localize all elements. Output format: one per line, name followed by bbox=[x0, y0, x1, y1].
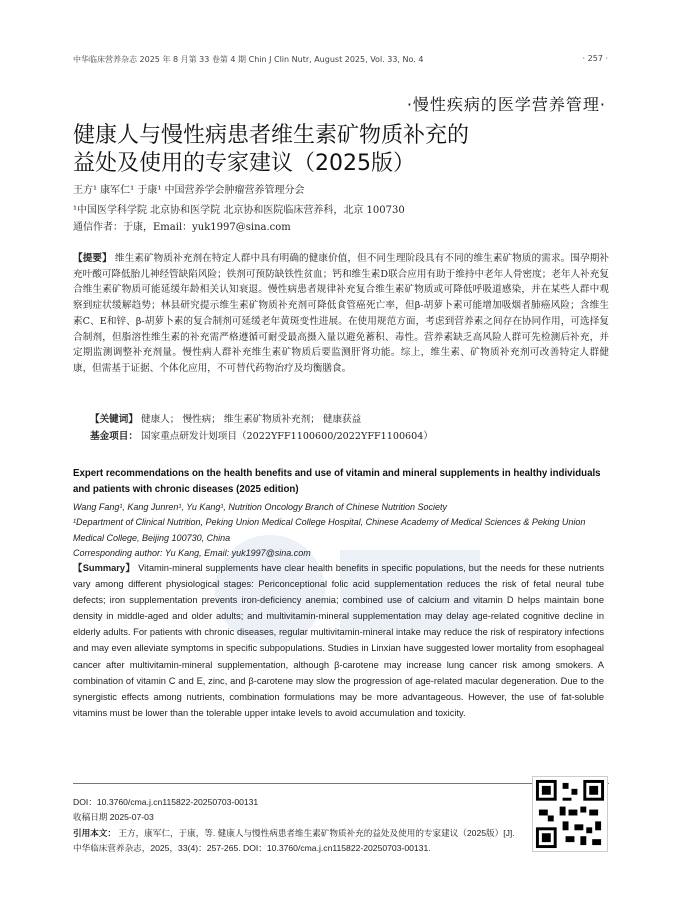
corresponding-text: 通信作者：于康，Email：yuk1997@sina.com bbox=[73, 222, 291, 233]
title-line-1: 健康人与慢性病患者维生素矿物质补充的 bbox=[73, 123, 470, 148]
english-corresponding: Corresponding author: Yu Kang, Email: yuk1997@sina.com bbox=[73, 548, 311, 558]
received-date: 收稿日期 2025-07-03 bbox=[73, 812, 154, 822]
authors: 王方¹ 康军仁¹ 于康¹ 中国营养学会肿瘤营养管理分会 bbox=[73, 185, 305, 196]
summary-text: Vitamin-mineral supplements have clear health benefits in specific populations, but the needs for these nutrients vary among different physiological stages: Periconceptional folic acid supplementation reduces the risk of fetal neural tube defects; iron supplementation prevents iron-deficiency anemia; combined use of calcium and vitamin D helps maintain bone density in middle-aged and older adults; and multivitamin-mineral supplementation may delay age-related cognitive decline in elderly adults. For patients with chronic diseases, regular multivitamin-mineral intake may reduce the risk of respiratory infections and may even alleviate symptoms in specific subpopulations. Studies in Linxian have suggested lower mortality from esophageal cancer after multivitamin-mineral supplementation, although β-carotene may increase lung cancer risk among smokers. A combination of vitamin C and E, zinc, and β-carotene may slow the progression of age-related macular degeneration. Due to the synergistic effects among nutrients, combination formulations may be more advantageous. However, the use of fat-soluble vitamins must be lower than the tolerable upper intake levels to avoid accumulation and toxicity. bbox=[73, 563, 604, 718]
section-tag: ·慢性疾病的医学营养管理· bbox=[406, 95, 606, 114]
cite-text: 王方，康军仁，于康，等. 健康人与慢性病患者维生素矿物质补充的益处及使用的专家建议（2025版）[J]. 中华临床营养杂志，2025，33(4)：257-265. DOI：10.3760/cma.j.cn115822-20250703-00131. bbox=[73, 828, 515, 853]
fund bbox=[90, 428, 433, 442]
journal-line: 中华临床营养杂志 2025 年 8 月第 33 卷第 4 期 Chin J Clin Nutr, August 2025, Vol. 33, No. 4 bbox=[73, 55, 424, 64]
footer-rule bbox=[73, 783, 609, 784]
title-line-2: 益处及使用的专家建议（2025版） bbox=[73, 151, 415, 176]
english-affiliation: ¹Department of Clinical Nutrition, Peking Union Medical College Hospital, Chinese Academy of Medical Sciences & Peking Union Medical College, Beijing 100730, China bbox=[73, 517, 586, 543]
abstract-label: 【提要】 bbox=[73, 253, 112, 264]
affiliation: ¹中国医学科学院 北京协和医学院 北京协和医院临床营养科，北京 100730 bbox=[73, 205, 405, 216]
article-title bbox=[73, 122, 613, 178]
doi[interactable]: DOI：10.3760/cma.j.cn115822-20250703-00131 bbox=[73, 797, 259, 807]
running-head bbox=[73, 54, 608, 65]
cite-label: 引用本文： bbox=[73, 828, 116, 838]
english-summary bbox=[73, 560, 604, 721]
citation bbox=[73, 826, 523, 856]
keywords-label: 【关键词】 bbox=[90, 414, 138, 425]
summary-label: 【Summary】 bbox=[73, 563, 136, 573]
abstract-text: 维生素矿物质补充剂在特定人群中具有明确的健康价值，但不同生理阶段具有不同的维生素矿物质的需求。围孕期补充叶酸可降低胎儿神经管缺陷风险；铁剂可预防缺铁性贫血；钙和维生素D联合应用有助于维持中老年人骨密度；老年人补充复合维生素矿物质可能延缓年龄相关认知衰退。慢性病患者规律补充复合维生素矿物质或可降低呼吸道感染，并在某些人群中观察到症状缓解趋势；林县研究提示维生素矿物质补充剂可降低食管癌死亡率，但β-胡萝卜素可能增加吸烟者肺癌风险；含维生素C、E和锌、β-胡萝卜素的复合制剂可延缓老年黄斑变性进展。在使用规范方面，考虑到营养素之间存在协同作用，可选择复合制剂，但脂溶性维生素的补充需严格遵循可耐受最高摄入量以避免蓄积、毒性。营养素缺乏高风险人群可先检测后补充，并定期监测调整补充剂量。慢性病人群补充维生素矿物质后要监测肝肾功能。综上，维生素、矿物质补充剂可改善特定人群健康，但需基于证据、个体化应用，不可替代药物治疗及均衡膳食。 bbox=[73, 253, 610, 374]
corresponding-author bbox=[73, 218, 291, 233]
english-authors: Wang Fang¹, Kang Junren¹, Yu Kang¹, Nutrition Oncology Branch of Chinese Nutrition Society bbox=[73, 502, 448, 512]
chinese-abstract bbox=[73, 251, 609, 377]
keywords bbox=[90, 411, 361, 425]
qr-code-icon[interactable] bbox=[532, 776, 608, 852]
page-number: · 257 · bbox=[582, 54, 608, 63]
keywords-text: 健康人； 慢性病； 维生素矿物质补充剂； 健康获益 bbox=[141, 414, 362, 425]
fund-label: 基金项目： bbox=[90, 431, 138, 442]
fund-text: 国家重点研发计划项目（2022YFF1100600/2022YFF1100604） bbox=[141, 431, 433, 442]
english-title: Expert recommendations on the health benefits and use of vitamin and mineral supplements in healthy individuals and patients with chronic diseases (2025 edition) bbox=[73, 468, 601, 495]
